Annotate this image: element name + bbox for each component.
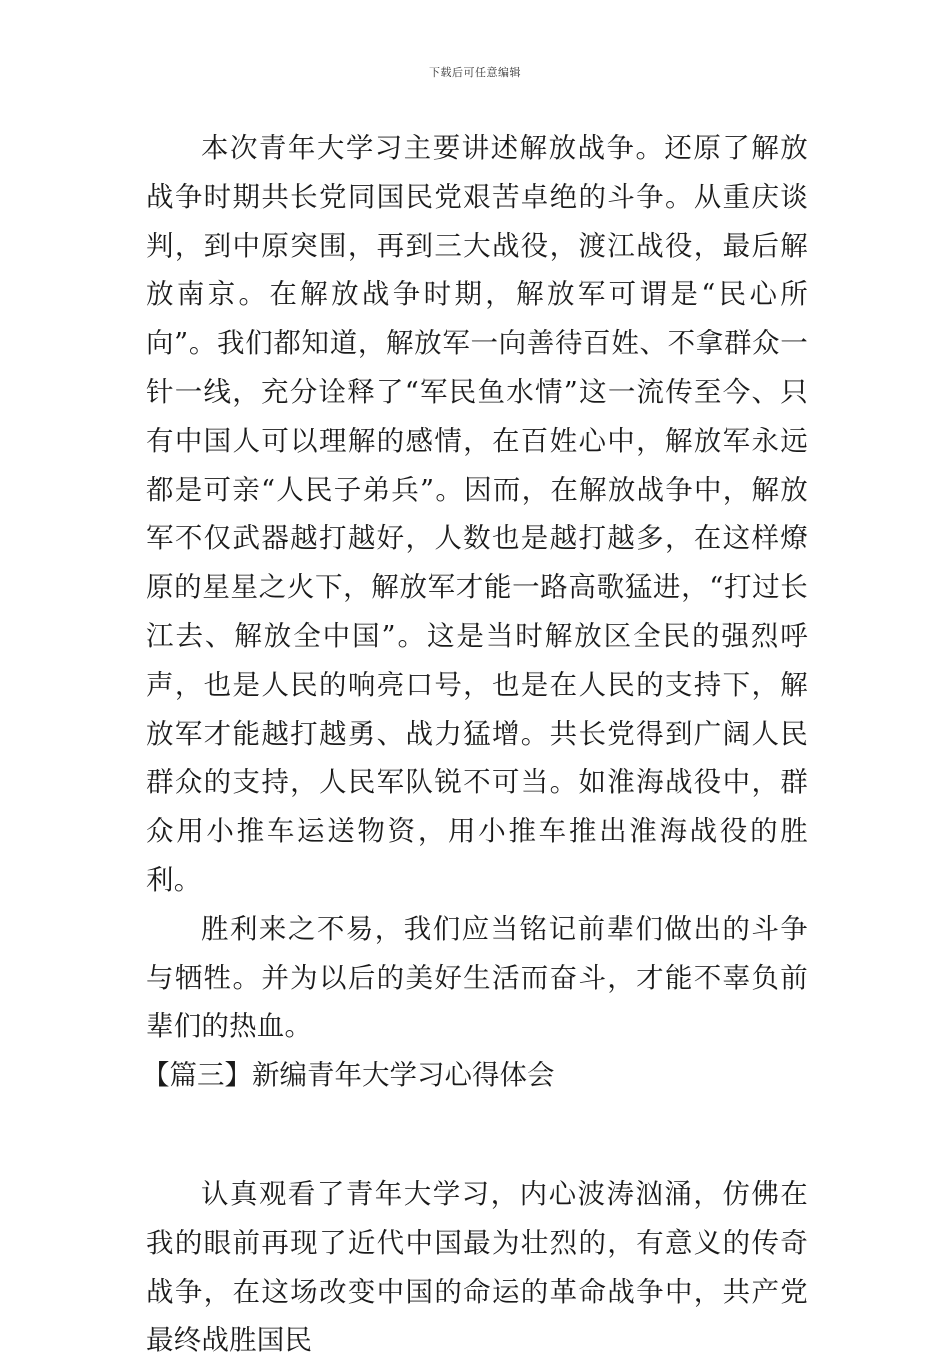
section-spacer xyxy=(146,1100,808,1170)
header-note: 下载后可任意编辑 xyxy=(429,66,521,79)
section-paragraph: 认真观看了青年大学习，内心波涛汹涌，仿佛在我的眼前再现了近代中国最为壮烈的，有意义的传奇战争，在这场改变中国的命运的革命战争中，共产党最终战胜国民 xyxy=(146,1177,808,1357)
paragraph-1: 本次青年大学习主要讲述解放战争。还原了解放战争时期共长党同国民党艰苦卓绝的斗争。从重庆谈判，到中原突围，再到三大战役，渡江战役，最后解放南京。在解放战争时期，解放军可谓是“民心所向”。我们都知道，解放军一向善待百姓、不拿群众一针一线，充分诠释了“军民鱼水情”这一流传至今、只有中国人可以理解的感情，在百姓心中，解放军永远都是可亲“人民子弟兵”。因而，在解放战争中，解放军不仅武器越打越好，人数也是越打越多，在这样燎原的星星之火下，解放军才能一路高歌猛进，“打过长江去、解放全中国”。这是当时解放区全民的强烈呼声，也是人民的响亮口号，也是在人民的支持下，解放军才能越打越勇、战力猛增。共长党得到广阔人民群众的支持，人民军队锐不可当。如淮海战役中，群众用小推车运送物资，用小推车推出淮海战役的胜利。 xyxy=(146,132,808,896)
document-body xyxy=(142,124,808,1365)
paragraph-2: 胜利来之不易，我们应当铭记前辈们做出的斗争与牺牲。并为以后的美好生活而奋斗，才能不辜负前辈们的热血。 xyxy=(146,912,808,1043)
section-heading: 【篇三】新编青年大学习心得体会 xyxy=(142,1059,555,1092)
